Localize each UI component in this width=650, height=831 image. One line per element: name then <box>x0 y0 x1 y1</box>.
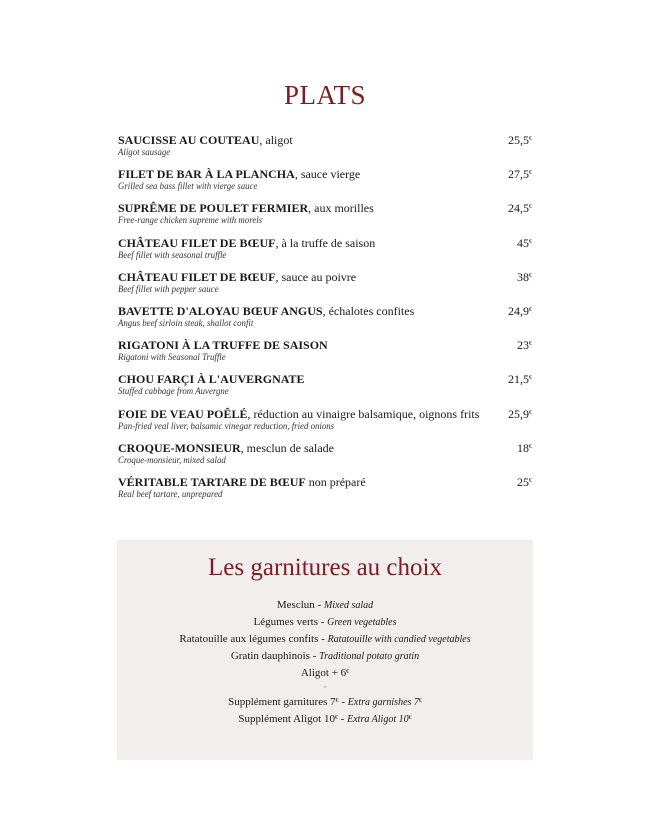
dish-name-line <box>118 372 532 386</box>
dish-accompaniment: , sauce au poivre <box>275 269 357 284</box>
currency-symbol: € <box>408 715 412 721</box>
divider: = <box>323 685 327 691</box>
garniture-en: Mixed salad <box>323 600 374 611</box>
menu-item <box>118 475 532 509</box>
dish-price: 23 <box>517 338 529 353</box>
dish-price-wrap <box>508 133 532 147</box>
garniture-fr: Légumes verts <box>253 616 318 628</box>
dish-description: Angus beef sirloin steak, shallot confit <box>118 317 254 329</box>
garniture-option <box>117 631 533 648</box>
menu-item <box>118 270 532 304</box>
separator: - <box>317 616 328 628</box>
dish-name: FOIE DE VEAU POÊLÉ <box>118 406 248 421</box>
aligot-label: Aligot + 6 <box>300 667 347 679</box>
dish-accompaniment: , mesclun de salade <box>240 440 334 455</box>
dish-name-line <box>118 338 532 352</box>
separator: - <box>338 696 348 708</box>
dish-name: SAUCISSE AU COUTEAU <box>118 133 260 147</box>
garniture-option <box>117 648 533 665</box>
dish-price-wrap <box>517 338 532 352</box>
separator: - <box>309 650 320 662</box>
garniture-en: Ratatouille with candied vegetables <box>327 634 471 645</box>
dish-name-line <box>118 441 532 455</box>
dish-description: Pan-fried veal liver, balsamic vinegar reduction, fried onions <box>118 420 335 432</box>
menu-item <box>118 304 532 338</box>
dish-list <box>118 133 532 509</box>
dish-description: Beef fillet with seasonal truffle <box>118 249 227 261</box>
garniture-en: Traditional potato gratin <box>319 651 420 662</box>
menu-item <box>118 338 532 372</box>
dish-price: 24,5 <box>508 201 529 216</box>
dish-price: 38 <box>517 269 529 284</box>
separator: - <box>318 633 328 645</box>
garniture-option <box>117 614 533 631</box>
dish-price: 24,9 <box>508 303 529 318</box>
dish-price-wrap <box>517 236 532 250</box>
garniture-fr: Gratin dauphinois <box>230 650 310 662</box>
supplement-en: Extra garnishes 7 <box>347 697 419 708</box>
dish-price-wrap <box>508 372 532 386</box>
separator: - <box>314 599 324 611</box>
dish-name-line <box>118 201 532 215</box>
dish-accompaniment: , à la truffe de saison <box>275 235 376 250</box>
dish-price-wrap <box>517 441 532 455</box>
dish-description: Free-range chicken supreme with morels <box>118 215 263 227</box>
currency-symbol: € <box>529 238 532 245</box>
supplement-line <box>117 711 533 728</box>
dish-accompaniment: , réduction au vinaigre balsamique, oignons frits <box>247 406 480 421</box>
dish-name: CHÂTEAU FILET DE BŒUF <box>118 235 276 250</box>
currency-symbol: € <box>529 477 532 484</box>
dish-price-wrap <box>508 167 532 181</box>
supplement-line <box>117 694 533 711</box>
dish-name-line <box>118 304 532 318</box>
dish-accompaniment: , aux morilles <box>308 201 374 216</box>
dish-price: 25,9 <box>508 406 529 421</box>
supplement-en: Extra Aligot 10 <box>347 714 409 725</box>
dish-name: CROQUE-MONSIEUR <box>118 440 241 455</box>
currency-symbol: € <box>529 170 532 177</box>
garnitures-title: Les garnitures au choix <box>208 554 442 581</box>
dish-name: RIGATONI À LA TRUFFE DE SAISON <box>118 338 328 353</box>
currency-symbol: € <box>418 698 422 704</box>
dish-name: FILET DE BAR À LA PLANCHA <box>118 167 295 182</box>
dish-description: Real beef tartare, unprepared <box>118 488 223 500</box>
currency-symbol: € <box>334 715 338 721</box>
currency-symbol: € <box>529 409 532 416</box>
separator: - <box>337 713 348 725</box>
dish-description: Beef fillet with pepper sauce <box>118 283 219 295</box>
menu-item <box>118 133 532 167</box>
garniture-en: Green vegetables <box>327 617 397 628</box>
dish-name: VÉRITABLE TARTARE DE BŒUF <box>118 474 306 489</box>
currency-symbol: € <box>335 698 339 704</box>
garniture-fr: Mesclun <box>276 599 315 611</box>
dish-name: SUPRÊME DE POULET FERMIER <box>118 201 309 216</box>
dish-price-wrap <box>517 475 532 489</box>
currency-symbol: € <box>529 204 532 211</box>
dish-price: 25,5 <box>508 133 529 147</box>
currency-symbol: € <box>346 669 350 675</box>
dish-description: Stuffed cabbage from Auvergne <box>118 386 229 398</box>
garniture-fr: Ratatouille aux légumes confits <box>179 633 319 645</box>
menu-item <box>118 372 532 406</box>
dish-price: 21,5 <box>508 372 529 387</box>
dish-accompaniment: , aligot <box>259 133 293 147</box>
currency-symbol: € <box>529 341 532 348</box>
dish-description: Grilled sea bass fillet with vierge sauce <box>118 181 258 193</box>
dish-price-wrap <box>508 304 532 318</box>
supplement-fr: Supplément garnitures 7 <box>228 696 336 708</box>
dish-price: 27,5 <box>508 167 529 182</box>
dish-description: Rigatoni with Seasonal Truffle <box>118 352 226 364</box>
dish-name-line <box>118 407 532 421</box>
currency-symbol: € <box>529 306 532 313</box>
dish-accompaniment: non préparé <box>305 474 366 489</box>
dish-price-wrap <box>508 407 532 421</box>
menu-item <box>118 407 532 441</box>
currency-symbol: € <box>529 375 532 382</box>
dish-price-wrap <box>508 201 532 215</box>
dish-accompaniment: , échalotes confites <box>322 303 415 318</box>
garnitures-panel <box>117 540 533 760</box>
supplement-fr: Supplément Aligot 10 <box>238 713 335 725</box>
menu-item <box>118 441 532 475</box>
page-title: PLATS <box>283 80 367 110</box>
menu-item <box>118 236 532 270</box>
dish-accompaniment: , sauce vierge <box>294 167 361 182</box>
garnitures-list <box>117 597 533 728</box>
currency-symbol: € <box>529 136 532 142</box>
dish-name-line <box>118 236 532 250</box>
dish-name-line <box>118 475 532 489</box>
garniture-option-aligot <box>117 665 533 682</box>
dish-price: 18 <box>517 440 529 455</box>
dish-name-line <box>118 167 532 181</box>
dish-name: BAVETTE D'ALOYAU BŒUF ANGUS <box>118 303 323 318</box>
garniture-option <box>117 597 533 614</box>
dish-price: 45 <box>517 235 529 250</box>
dish-description: Aligot sausage <box>118 147 171 158</box>
dish-name: CHOU FARÇI À L'AUVERGNATE <box>118 372 305 387</box>
currency-symbol: € <box>529 272 532 279</box>
dish-price: 25 <box>517 474 529 489</box>
currency-symbol: € <box>529 443 532 450</box>
menu-item <box>118 201 532 235</box>
dish-price-wrap <box>517 270 532 284</box>
dish-name-line <box>118 270 532 284</box>
dish-name-line <box>118 133 532 147</box>
menu-item <box>118 167 532 201</box>
dish-description: Croque-monsieur, mixed salad <box>118 454 226 466</box>
dish-name: CHÂTEAU FILET DE BŒUF <box>118 269 276 284</box>
